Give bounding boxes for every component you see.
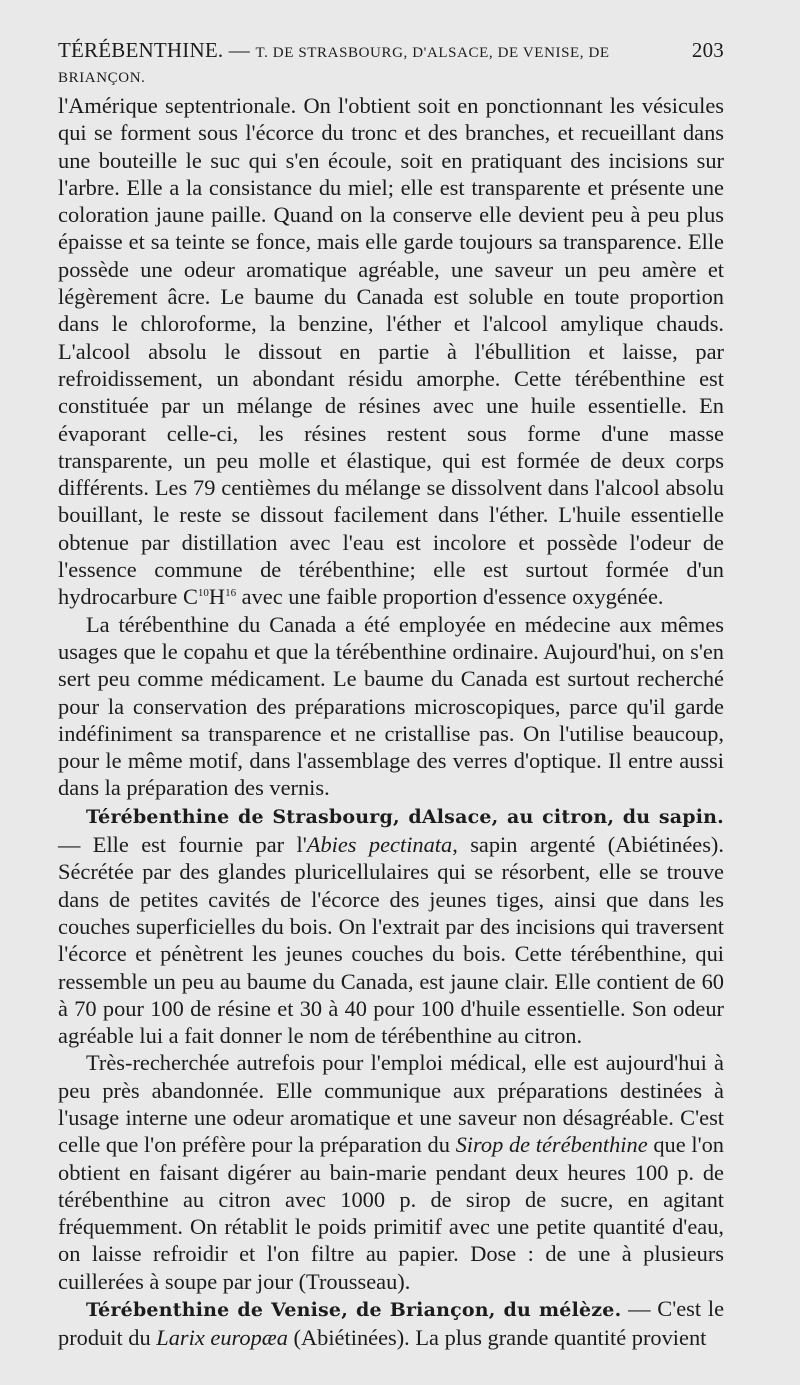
body-text [58,92,724,1352]
formula-superscript-hydrogen: 16 [225,587,237,600]
paragraph-text-tail: avec une faible proportion d'essence oxygénée. [236,584,664,610]
paragraph-text: l'Amérique septentrionale. On l'obtient soit en ponctionnant les vésicules qui se forment sous l'écorce du tronc et des branches, et recueillant dans une bouteille le suc qui s'en écoule, soit en pratiquant des incisions sur l'arbre. Elle a la consistance du miel; elle est transparente et présente une coloration jaune paille. Quand on la conserve elle devient peu à peu plus épaisse et sa teinte se fonce, mais elle garde toujours sa transparence. Elle possède une odeur aromatique agréable, une saveur un peu amère et légèrement âcre. Le baume du Canada est soluble en toute proportion dans le chloroforme, la benzine, l'éther et l'alcool amylique chauds. L'alcool absolu le dissout en partie à l'ébullition et laisse, par refroidissement, un abondant résidu amorphe. Cette térébenthine est constituée par un mélange de résines avec une huile essentielle. En évaporant celle-ci, les résines restent sous forme d'une masse transparente, un peu molle et élastique, qui est formée de deux corps différents. Les 79 centièmes du mélange se dissolvent dans l'alcool absolu bouillant, le reste se dissout facilement dans l'éther. L'huile essentielle obtenue par distillation avec l'eau est incolore et possède l'odeur de l'essence commune de térébenthine; elle est surtout formée d'un hydrocarbure C [58,93,724,610]
running-title-main: TÉRÉBENTHINE. [58,38,224,62]
paragraph-text-tail: que l'on obtient en faisant digérer au bain-marie pendant deux heures 100 p. de térébenthine au citron avec 1000 p. de sirop de sucre, en agitant fréquemment. On rétablit le poids primitif avec une petite quantité d'eau, on laisse refroidir et l'on filtre au papier. Dose : de une à plusieurs cuillerées à soupe par jour (Trousseau). [58,1132,725,1294]
paragraph-lead: — C'est le produit du [58,1296,725,1351]
paragraph-text-tail: (Abiétinées). La plus grande quantité provient [287,1325,707,1351]
paragraph-canada-uses: La térébenthine du Canada a été employée en médecine aux mêmes usages que le copahu et que la térébenthine ordinaire. Aujourd'hui, on s'en sert peu comme médicament. Le baume du Canada est surtout recherché pour la conservation des préparations microscopiques, parce qu'il garde indéfiniment sa transparence et ne cristallise pas. On l'utilise beaucoup, pour le même motif, dans l'assemblage des verres d'optique. Il entre aussi dans la préparation des vernis. [58,611,724,801]
paragraph-venise [58,1295,724,1352]
running-head [58,38,724,88]
paragraph-strasbourg [58,802,724,1050]
species-name: Abies pectinata [306,832,453,858]
running-title-sub: T. DE STRASBOURG, D'ALSACE, DE VENISE, DE BRIANÇON. [58,45,610,86]
paragraph-canada-balsam-properties [58,92,724,611]
species-name: Larix europæa [156,1325,288,1351]
paragraph-lead: — Elle est fournie par l' [58,832,307,858]
page-number: 203 [691,38,724,62]
running-title-dash: — [223,38,256,62]
preparation-name: Sirop de térébenthine [455,1132,648,1158]
section-heading-venise: Térébenthine de Venise, de Briançon, du mélèze. [86,1299,622,1322]
paragraph-text: Très-recherchée autrefois pour l'emploi médical, elle est aujourd'hui à peu près abandonnée. Elle communique aux préparations destinées à l'usage interne une odeur aromatique et une saveur non désagréable. C'est celle que l'on préfère pour la préparation du [58,1050,724,1158]
running-title [58,38,692,88]
paragraph-text: , sapin argenté (Abiétinées). Sécrétée par des glandes pluricellulaires qui se résorbent, elle se trouve dans de petites cavités de l'écorce des jeunes tiges, ainsi que dans les couches superficielles du bois. On l'extrait par des incisions qui traversent l'écorce et pénètrent les jeunes couches du bois. Cette térébenthine, qui ressemble un peu au baume du Canada, est jaune clair. Elle contient de 60 à 70 pour 100 de résine et 30 à 40 pour 100 d'huile essentielle. Son odeur agréable lui a fait donner le nom de térébenthine au citron. [58,832,724,1049]
formula-hydrogen: H [208,584,226,610]
section-heading-strasbourg: Térébenthine de Strasbourg, dAlsace, au citron, du sapin. [86,805,724,828]
paragraph-strasbourg-uses [58,1049,724,1295]
formula-superscript-carbon: 10 [197,587,209,600]
